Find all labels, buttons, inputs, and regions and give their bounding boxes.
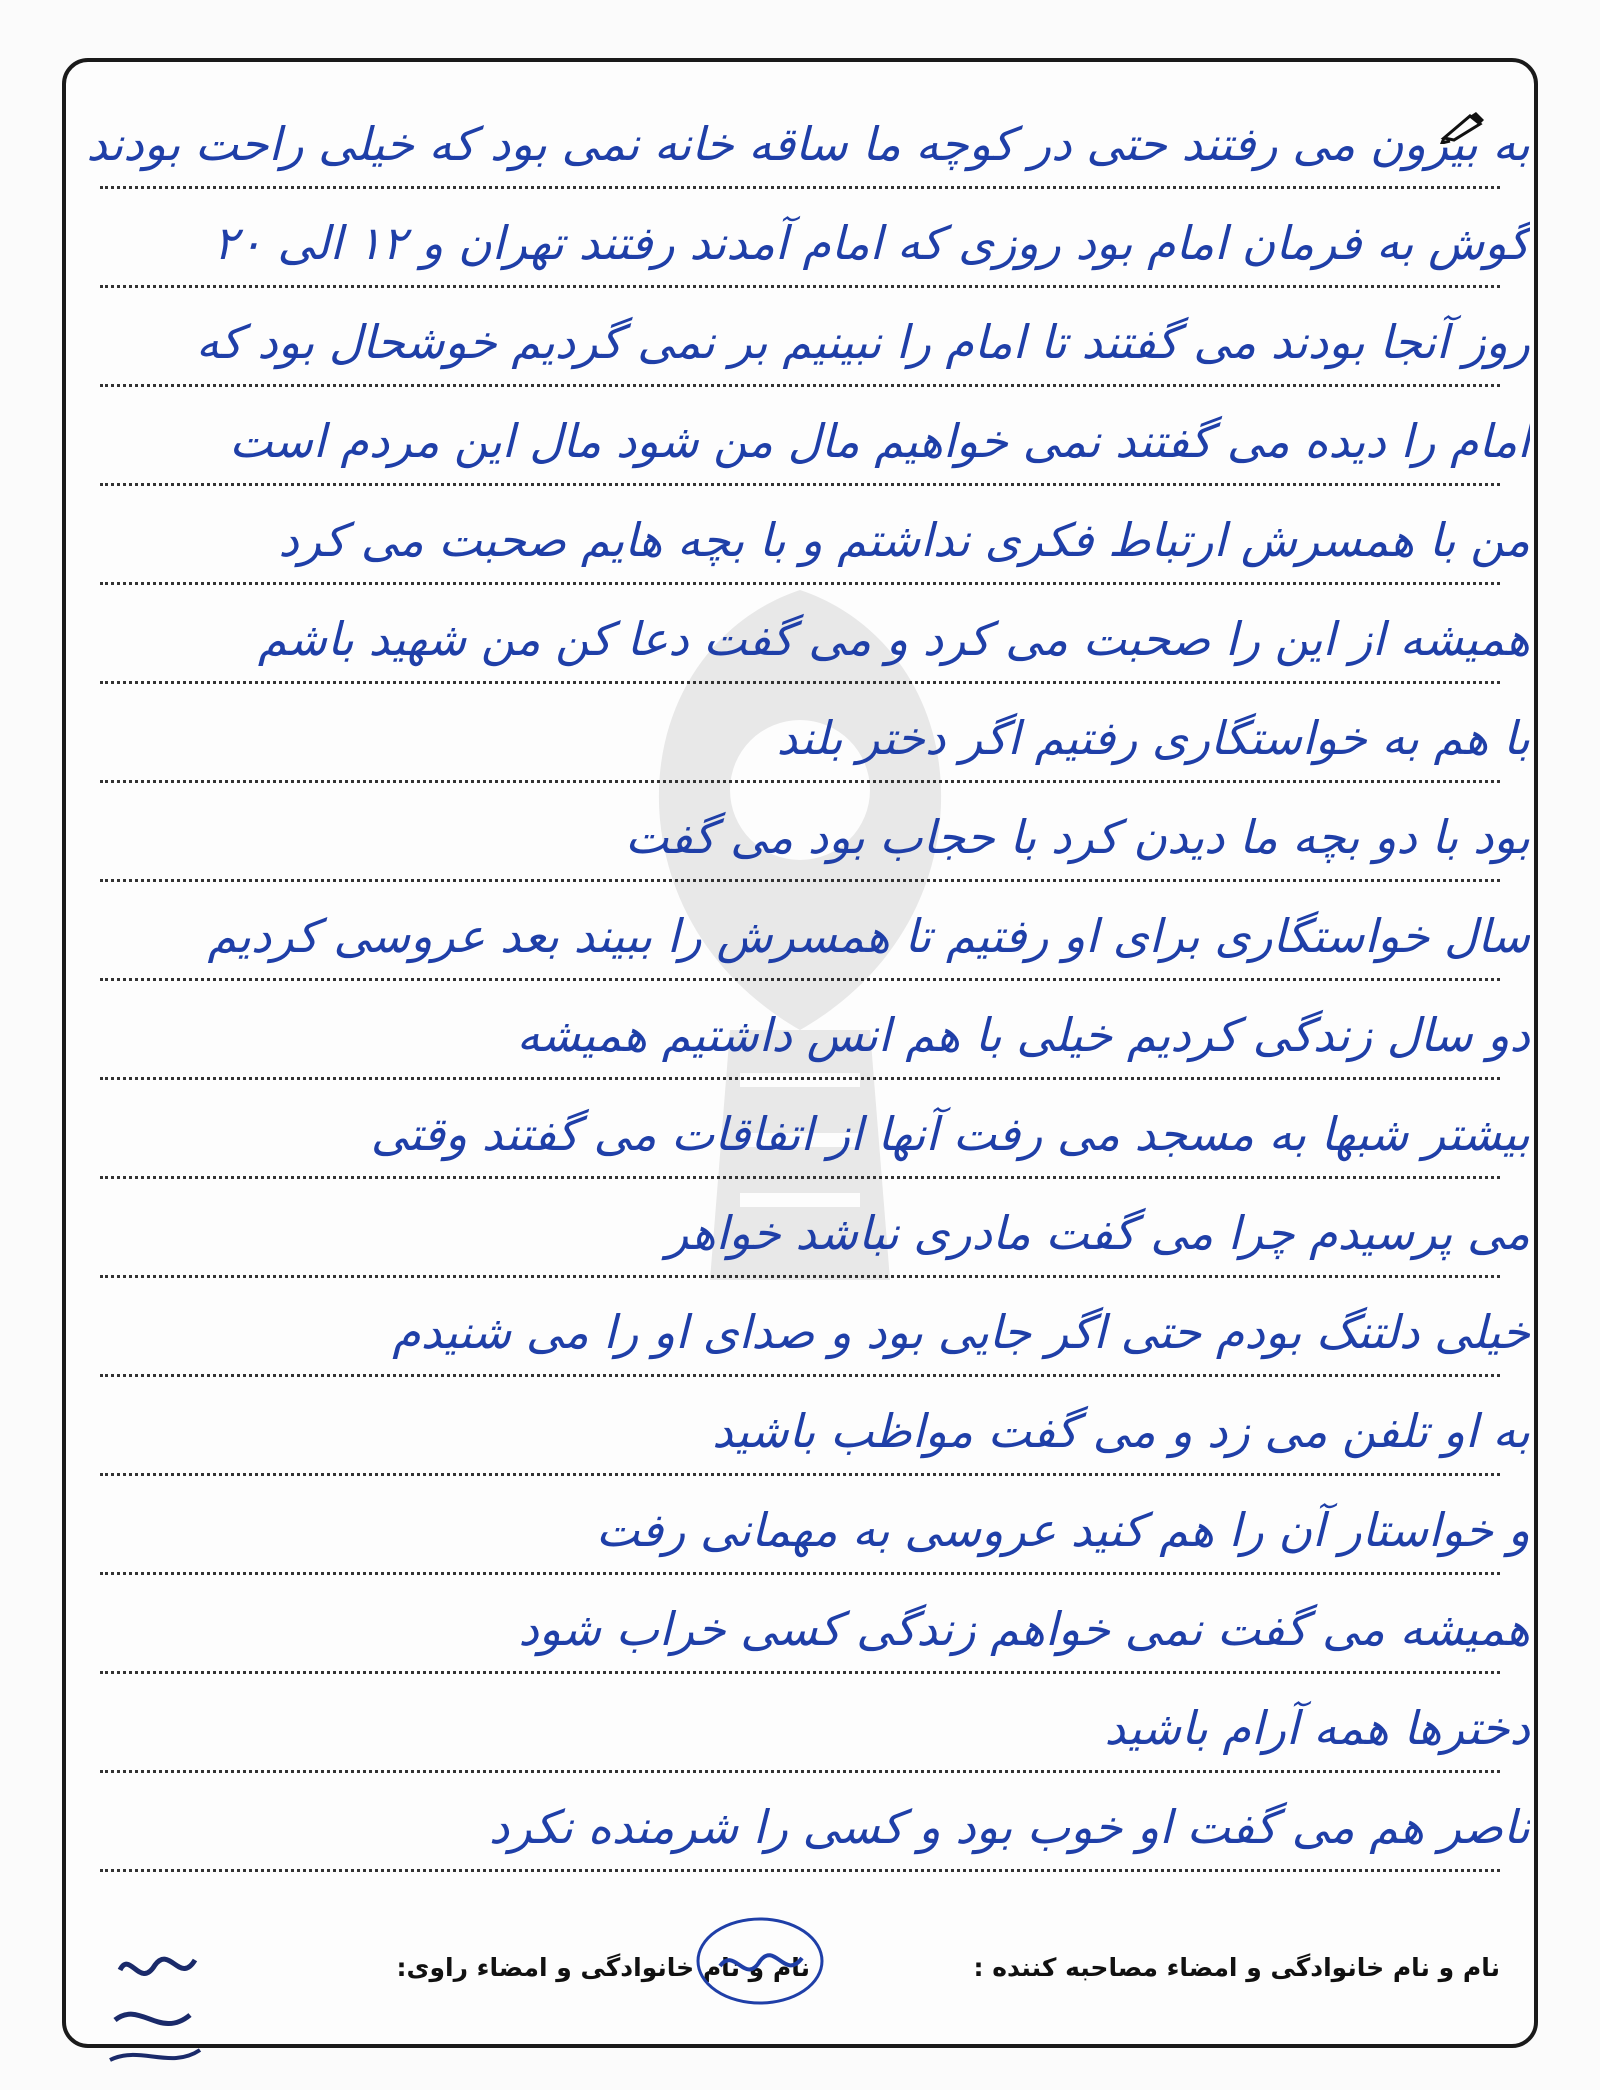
handwritten-line: گوش به فرمان امام بود روزی که امام آمدند رفتند تهران و ۱۲ الی ۲۰ xyxy=(213,216,1530,270)
handwritten-line: امام را دیده می گفتند نمی خواهیم مال من شود مال این مردم است xyxy=(229,414,1530,468)
handwritten-line: بیشتر شبها به مسجد می رفت آنها از اتفاقات می گفتند وقتی xyxy=(370,1107,1530,1161)
handwritten-line: روز آنجا بودند می گفتند تا امام را نبینیم بر نمی گردیم خوشحال بود که xyxy=(196,315,1530,369)
handwritten-line: همیشه می گفت نمی خواهم زندگی کسی خراب شود xyxy=(518,1602,1530,1656)
handwritten-line: می پرسیدم چرا می گفت مادری نباشد خواهر xyxy=(666,1206,1530,1260)
handwritten-line: ناصر هم می گفت او خوب بود و کسی را شرمنده نکرد xyxy=(488,1800,1530,1854)
handwritten-line: من با همسرش ارتباط فکری نداشتم و با بچه هایم صحبت می کرد xyxy=(278,513,1530,567)
handwritten-line: بود با دو بچه ما دیدن کرد با حجاب بود می گفت xyxy=(625,810,1530,864)
handwritten-line: دو سال زندگی کردیم خیلی با هم انس داشتیم همیشه xyxy=(516,1008,1530,1062)
handwritten-line: با هم به خواستگاری رفتیم اگر دختر بلند xyxy=(776,711,1530,765)
handwritten-line: همیشه از این را صحبت می کرد و می گفت دعا کن من شهید باشم xyxy=(257,612,1530,666)
narrator-signature xyxy=(100,1930,210,2080)
handwritten-line: و خواستار آن را هم کنید عروسی به مهمانی رفت xyxy=(595,1503,1530,1557)
handwritten-line: سال خواستگاری برای او رفتیم تا همسرش را ببیند بعد عروسی کردیم xyxy=(207,909,1530,963)
narrator-signature-label: نام و نام خانوادگی و امضاء راوی: xyxy=(396,1953,810,1982)
interviewer-signature-label: نام و نام خانوادگی و امضاء مصاحبه کننده : xyxy=(973,1953,1500,1982)
handwritten-line: خیلی دلتنگ بودم حتی اگر جایی بود و صدای او را می شنیدم xyxy=(392,1305,1530,1359)
handwritten-line: به بیرون می رفتند حتی در کوچه ما ساقه خانه نمی بود که خیلی راحت بودند xyxy=(86,117,1530,171)
handwritten-line: به او تلفن می زد و می گفت مواظب باشید xyxy=(712,1404,1530,1458)
interviewer-signature xyxy=(690,1906,830,2016)
handwritten-line: دخترها همه آرام باشید xyxy=(1104,1701,1530,1755)
